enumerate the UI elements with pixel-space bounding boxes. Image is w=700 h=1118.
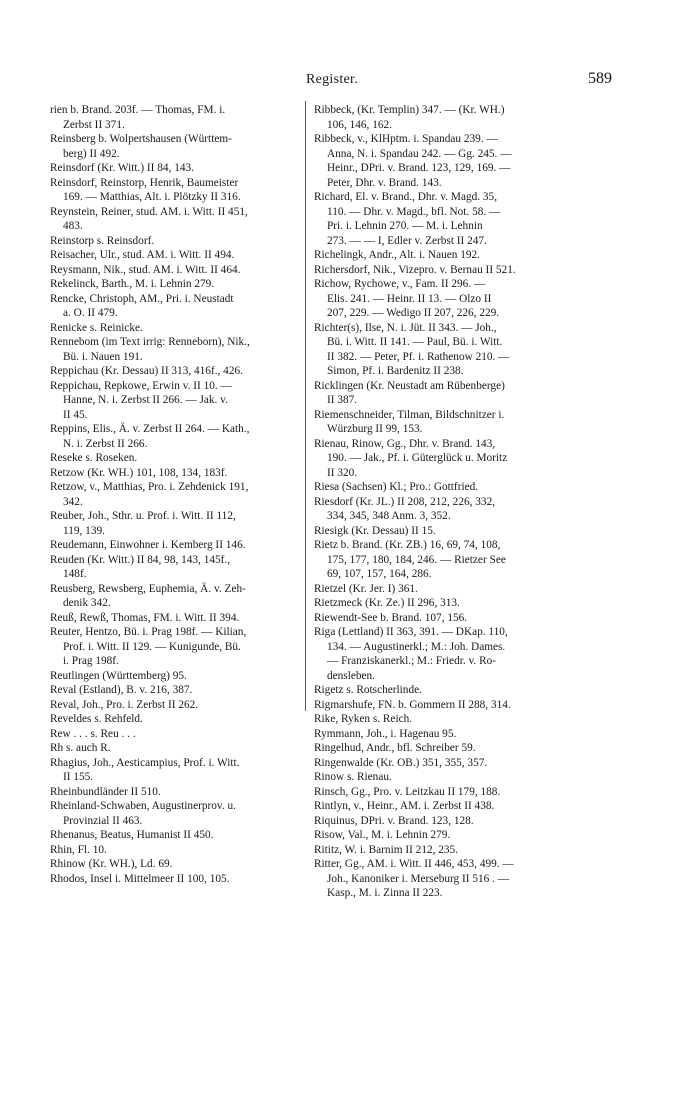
index-entry: Riesigk (Kr. Dessau) II 15. xyxy=(314,524,436,537)
index-entry: Richow, Rychowe, v., Fam. II 296. — Elis. 241. — Heinr. II 13. — Olzo II 207, 229. — Wedigo II 207, 226, 229. xyxy=(314,278,500,319)
index-entry: Rike, Ryken s. Reich. xyxy=(314,713,413,725)
index-entry: Rencke, Christoph, AM., Pri. i. Neustadt a. O. II 479. xyxy=(50,292,234,319)
index-entry: Rigmarshufe, FN. b. Gommern II 288, 314. xyxy=(314,698,511,711)
index-entry: Rheinland-Schwaben, Augustinerprov. u. Provinzial II 463. xyxy=(50,800,236,827)
column-divider xyxy=(305,101,306,711)
index-entry: Reppichau, Repkowe, Erwin v. II 10. — Hanne, N. i. Zerbst II 266. — Jak. v. II 45. xyxy=(50,379,232,421)
index-entry: Riemenschneider, Tilman, Bildschnitzer i. Würzburg II 99, 153. xyxy=(314,408,505,435)
index-entry: Rew . . . s. Reu . . . xyxy=(50,727,136,740)
index-entry: Rymmann, Joh., i. Hagenau 95. xyxy=(314,727,457,740)
index-entry: Rigetz s. Rotscherlinde. xyxy=(314,684,422,696)
index-entry: Richelingk, Andr., Alt. i. Nauen 192. xyxy=(314,249,480,261)
index-entry: Rhinow (Kr. WH.), Ld. 69. xyxy=(50,858,173,870)
index-entry: Reinstorp s. Reinsdorf. xyxy=(50,234,155,247)
index-entry: Rinow s. Rienau. xyxy=(314,771,392,783)
running-title: Register. xyxy=(305,72,359,87)
index-entry: Renicke s. Reinicke. xyxy=(50,321,143,334)
index-entry: Ritter, Gg., AM. i. Witt. II 446, 453, 499. — Joh., Kanoniker i. Merseburg II 516 . — Kasp., M. i. Zinna II 223. xyxy=(314,858,514,899)
index-entry: Ringelhud, Andr., bfl. Schreiber 59. xyxy=(314,742,476,754)
index-entry: Retzow, v., Matthias, Pro. i. Zehdenick 191, 342. xyxy=(50,481,249,508)
index-entry: Riewendt-See b. Brand. 107, 156. xyxy=(314,611,468,624)
index-entry: rien b. Brand. 203f. — Thomas, FM. i. Zerbst II 371. xyxy=(50,104,226,131)
index-entry: Reseke s. Roseken. xyxy=(50,452,138,464)
index-entry: Rhagius, Joh., Aesticampius, Prof. i. Witt. II 155. xyxy=(50,756,240,783)
index-entry: Rintlyn, v., Heinr., AM. i. Zerbst II 438. xyxy=(314,800,495,812)
index-entry: Rititz, W. i. Barnim II 212, 235. xyxy=(314,843,459,856)
index-entry: Richard, El. v. Brand., Dhr. v. Magd. 35, 110. — Dhr. v. Magd., bfl. Not. 58. — Pri. i. Lehnin 270. — M. i. Lehnin 273. — — I, Edler v. Zerbst II 247. xyxy=(314,191,501,247)
index-entry: Ribbeck, (Kr. Templin) 347. — (Kr. WH.) 106, 146, 162. xyxy=(314,104,505,131)
index-entry: Rhenanus, Beatus, Humanist II 450. xyxy=(50,829,214,841)
left-column xyxy=(50,103,303,886)
index-entry: Rietzmeck (Kr. Ze.) II 296, 313. xyxy=(314,597,460,609)
index-entry: Reynstein, Reiner, stud. AM. i. Witt. II 451, 483. xyxy=(50,205,248,232)
index-entry: Richter(s), Ilse, N. i. Jüt. II 343. — Joh., Bü. i. Witt. II 141. — Paul, Bü. i. Witt. II 382. — Peter, Pf. i. Rathenow 210. — Simon, Pf. i. Bardenitz II 238. xyxy=(314,321,510,377)
index-entry: Reuter, Hentzo, Bü. i. Prag 198f. — Kilian, Prof. i. Witt. II 129. — Kunigunde, Bü. i. Prag 198f. xyxy=(50,626,247,667)
index-entry: Reudemann, Einwohner i. Kemberg II 146. xyxy=(50,539,246,551)
right-column xyxy=(314,103,570,901)
index-entry: Richersdorf, Nik., Vizepro. v. Bernau II 521. xyxy=(314,263,516,276)
index-entry: Reval (Estland), B. v. 216, 387. xyxy=(50,684,193,696)
index-entry: Reinsberg b. Wolpertshausen (Württem- berg) II 492. xyxy=(50,133,232,160)
index-entry: Riga (Lettland) II 363, 391. — DKap. 110, 134. — Augustinerkl.; M.: Joh. Dames. — Franziskanerkl.; M.: Friedr. v. Ro- densleben. xyxy=(314,626,508,682)
index-entry: Reusberg, Rewsberg, Euphemia, Ä. v. Zeh- denik 342. xyxy=(50,582,246,609)
index-entry: Rietzel (Kr. Jer. I) 361. xyxy=(314,582,418,595)
index-entry: Rietz b. Brand. (Kr. ZB.) 16, 69, 74, 108, 175, 177, 180, 184, 246. — Rietzer See 69, 107, 157, 164, 286. xyxy=(314,539,506,580)
index-entry: Rienau, Rinow, Gg., Dhr. v. Brand. 143, 190. — Jak., Pf. i. Güterglück u. Moritz II 320. xyxy=(314,437,508,479)
index-entry: Reysmann, Nik., stud. AM. i. Witt. II 464. xyxy=(50,263,241,276)
index-entry: Ricklingen (Kr. Neustadt am Rübenberge) II 387. xyxy=(314,379,505,406)
index-entry: Reinsdorf, Reinstorp, Henrik, Baumeister 169. — Matthias, Alt. i. Plötzky II 316. xyxy=(50,176,241,203)
index-entry: Rennebom (im Text irrig: Renneborn), Nik., Bü. i. Nauen 191. xyxy=(50,336,250,363)
index-entry: Reppins, Elis., Ä. v. Zerbst II 264. — Kath., N. i. Zerbst II 266. xyxy=(50,423,250,450)
index-entry: Rhodos, Insel i. Mittelmeer II 100, 105. xyxy=(50,872,230,885)
index-entry: Ringenwalde (Kr. OB.) 351, 355, 357. xyxy=(314,756,488,769)
index-entry: Rinsch, Gg., Pro. v. Leitzkau II 179, 188. xyxy=(314,785,501,798)
index-entry: Retzow (Kr. WH.) 101, 108, 134, 183f. xyxy=(50,466,228,479)
index-entry: Reveldes s. Rehfeld. xyxy=(50,713,143,725)
index-entry: Riesdorf (Kr. JL.) II 208, 212, 226, 332, 334, 345, 348 Anm. 3, 352. xyxy=(314,495,496,522)
index-entry: Reisacher, Ulr., stud. AM. i. Witt. II 494. xyxy=(50,249,235,261)
page-number: 589 xyxy=(588,70,612,87)
index-entry: Ribbeck, v., KlHptm. i. Spandau 239. — Anna, N. i. Spandau 242. — Gg. 245. — Heinr., DPri. v. Brand. 123, 129, 169. — Peter, Dhr. v. Brand. 143. xyxy=(314,133,512,189)
index-entry: Rhin, Fl. 10. xyxy=(50,843,107,856)
page-header xyxy=(52,72,612,92)
index-entry: Rheinbundländer II 510. xyxy=(50,785,161,798)
index-entry: Reval, Joh., Pro. i. Zerbst II 262. xyxy=(50,698,199,711)
index-entry: Reuden (Kr. Witt.) II 84, 98, 143, 145f., 148f. xyxy=(50,553,231,580)
index-entry: Reppichau (Kr. Dessau) II 313, 416f., 426. xyxy=(50,365,243,377)
index-entry: Riquinus, DPri. v. Brand. 123, 128. xyxy=(314,814,474,827)
index-entry: Rekelinck, Barth., M. i. Lehnin 279. xyxy=(50,278,215,290)
index-entry: Rh s. auch R. xyxy=(50,742,111,754)
index-entry: Reinsdorf (Kr. Witt.) II 84, 143. xyxy=(50,162,194,174)
index-entry: Reuber, Joh., Sthr. u. Prof. i. Witt. II 112, 119, 139. xyxy=(50,510,236,537)
index-entry: Riesa (Sachsen) Kl.; Pro.: Gottfried. xyxy=(314,481,479,493)
index-entry: Risow, Val., M. i. Lehnin 279. xyxy=(314,829,451,841)
index-entry: Reuß, Rewß, Thomas, FM. i. Witt. II 394. xyxy=(50,611,240,624)
index-entry: Reutlingen (Württemberg) 95. xyxy=(50,669,187,682)
